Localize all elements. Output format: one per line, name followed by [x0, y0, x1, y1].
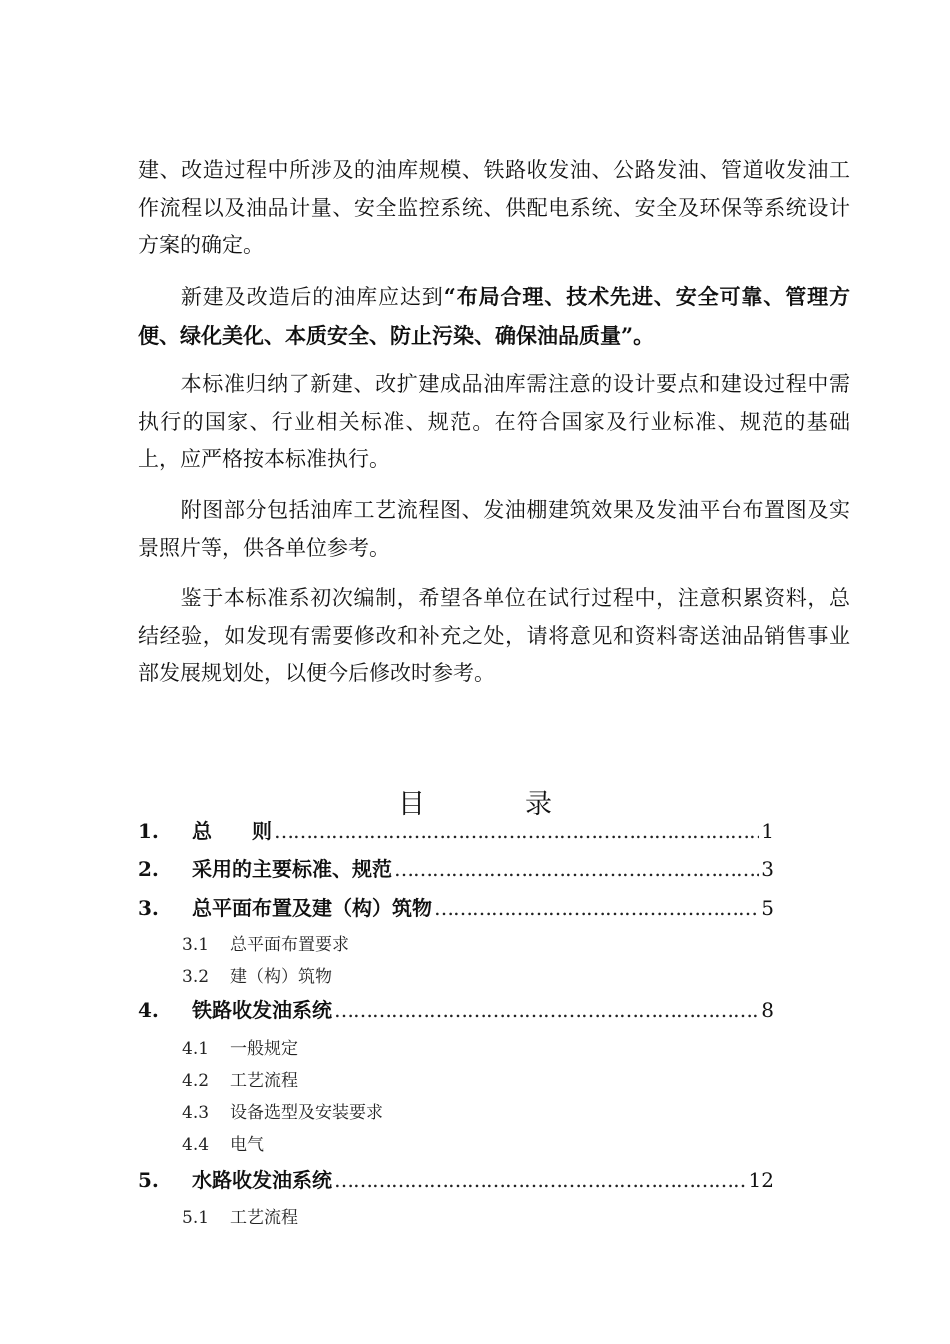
toc-subentry-label: 工艺流程 [230, 1071, 298, 1091]
toc-entry-label: 铁路收发油系统 [192, 998, 332, 1022]
toc-subentry-number: 4.2 [182, 1071, 210, 1091]
toc-title-right: 录 [525, 789, 552, 820]
toc-subentry-label: 一般规定 [230, 1039, 298, 1059]
toc-entry-number: 5. [138, 1168, 159, 1192]
paragraph-summary [138, 366, 850, 479]
toc-entry-page: 5 [761, 896, 774, 920]
toc-subentry-number: 3.2 [182, 967, 210, 987]
toc-entry[interactable] [138, 892, 774, 922]
toc-leader-dots [274, 819, 759, 843]
toc-entry[interactable] [138, 815, 774, 845]
toc-entry[interactable] [138, 994, 774, 1024]
paragraph-text: 鉴于本标准系初次编制，希望各单位在试行过程中，注意积累资料，总结经验，如发现有需要修改和补充之处，请将意见和资料寄送油品销售事业部发展规划处，以便今后修改时参考。 [138, 586, 850, 685]
paragraph-text: 建、改造过程中所涉及的油库规模、铁路收发油、公路发油、管道收发油工作流程以及油品计量、安全监控系统、供配电系统、安全及环保等系统设计方案的确定。 [138, 158, 850, 257]
toc-subentry[interactable] [182, 1066, 298, 1092]
toc-entry-page: 3 [761, 857, 774, 881]
toc-subentry[interactable] [182, 930, 349, 956]
toc-subentry-number: 3.1 [182, 935, 210, 955]
toc-entry-page: 8 [761, 998, 774, 1022]
toc-subentry[interactable] [182, 1034, 298, 1060]
toc-entry-number: 2. [138, 857, 159, 881]
paragraph-text: 本标准归纳了新建、改扩建成品油库需注意的设计要点和建设过程中需执行的国家、行业相关标准、规范。在符合国家及行业标准、规范的基础上，应严格按本标准执行。 [138, 372, 850, 471]
toc-leader-dots [394, 857, 759, 881]
toc-leader-dots [334, 998, 759, 1022]
toc-entry[interactable] [138, 1164, 774, 1194]
toc-subentry-label: 电气 [230, 1135, 264, 1155]
toc-subentry[interactable] [182, 1203, 298, 1229]
paragraph-appendix [138, 492, 850, 567]
toc-subentry-number: 4.3 [182, 1103, 210, 1123]
toc-leader-dots [334, 1168, 747, 1192]
toc-subentry[interactable] [182, 962, 332, 988]
paragraph-goals [138, 278, 850, 355]
toc-subentry-number: 5.1 [182, 1208, 210, 1228]
paragraph-scope [138, 152, 850, 265]
toc-subentry-number: 4.4 [182, 1135, 210, 1155]
toc-subentry-label: 建（构）筑物 [230, 967, 332, 987]
paragraph-feedback [138, 580, 850, 693]
toc-subentry[interactable] [182, 1130, 264, 1156]
toc-subentry[interactable] [182, 1098, 383, 1124]
toc-entry[interactable] [138, 853, 774, 883]
toc-subentry-label: 工艺流程 [230, 1208, 298, 1228]
toc-title-left: 目 [398, 789, 425, 820]
toc-subentry-number: 4.1 [182, 1039, 210, 1059]
toc-entry-number: 4. [138, 998, 159, 1022]
paragraph-text: 新建及改造后的油库应达到 [180, 285, 444, 309]
paragraph-text: 附图部分包括油库工艺流程图、发油棚建筑效果及发油平台布置图及实景照片等，供各单位参考。 [138, 498, 850, 560]
toc-subentry-label: 设备选型及安装要求 [230, 1103, 383, 1123]
toc-entry-label: 采用的主要标准、规范 [192, 857, 392, 881]
toc-entry-page: 1 [761, 819, 774, 843]
toc-leader-dots [434, 896, 759, 920]
toc-entry-label: 水路收发油系统 [192, 1168, 332, 1192]
toc-entry-label: 总平面布置及建（构）筑物 [192, 896, 432, 920]
toc-entry-label: 总 则 [192, 819, 272, 843]
toc-entry-number: 1. [138, 819, 159, 843]
paragraph-bold-text: “布局合理、技术先进、安全可靠、管理方便、绿化美化、本质安全、防止污染、确保油品质量”。 [138, 284, 851, 348]
toc-entry-page: 12 [748, 1168, 774, 1192]
toc-subentry-label: 总平面布置要求 [230, 935, 349, 955]
toc-entry-number: 3. [138, 896, 159, 920]
